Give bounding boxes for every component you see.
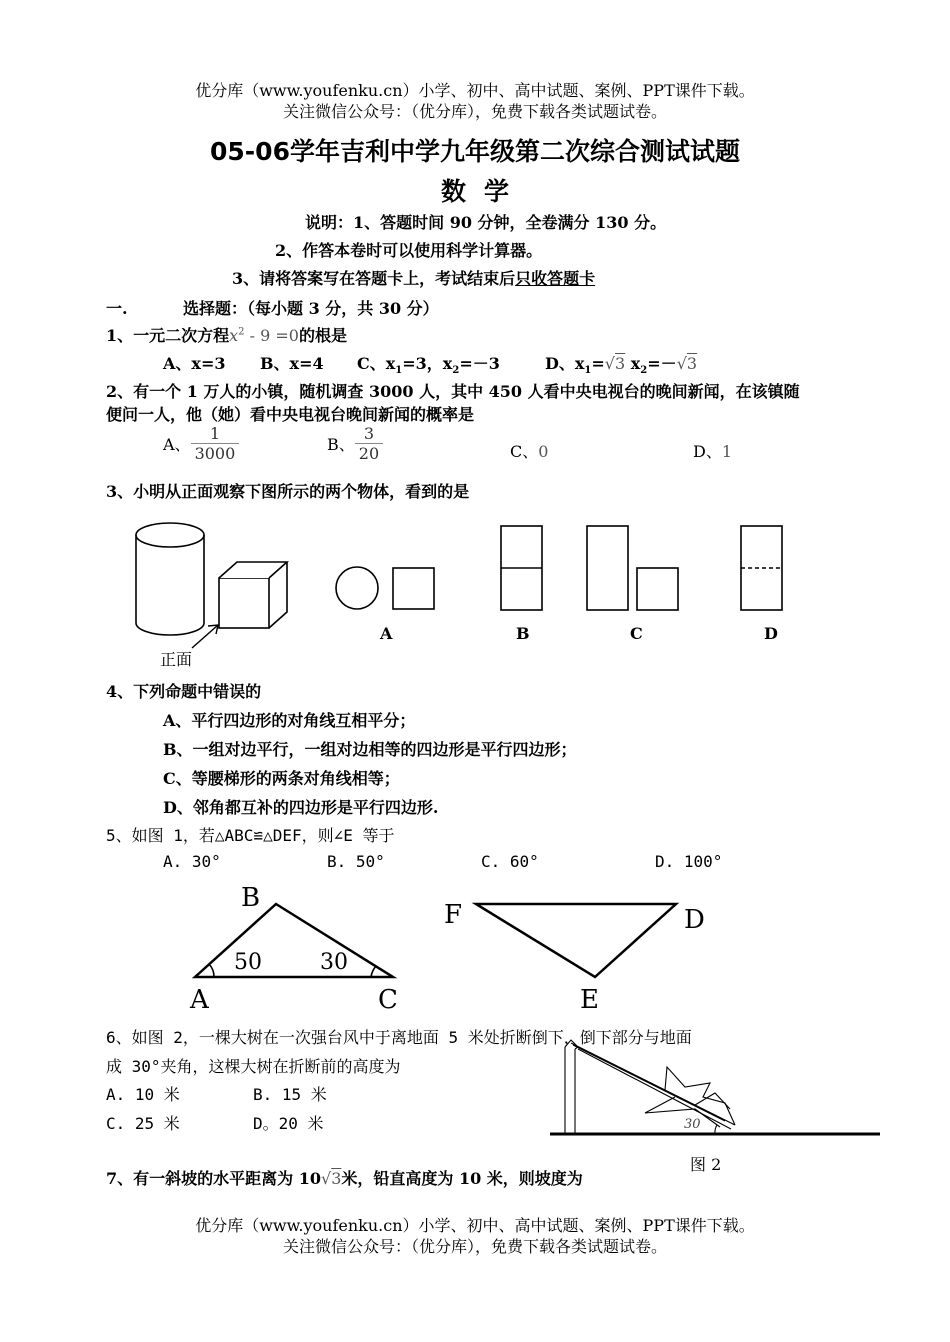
q1-d-sub2: 2 [640,365,648,377]
cylinder-shape [136,523,204,635]
q5-option-c[interactable]: C. 60° [481,852,539,871]
triangle-abc [195,904,393,977]
q5-option-d[interactable]: D. 100° [655,852,723,871]
q7-suffix: 米，铅直高度为 10 米，则坡度为 [341,1169,583,1188]
q1-d-sqrt2: √3 [676,354,698,373]
fig1-label-f: F [444,900,463,930]
q3-option-a-shapes [336,567,434,609]
q1-option-b[interactable]: B、x=4 [260,354,324,373]
q3-front-label: 正面 [160,650,193,669]
footer-line-2: 关注微信公众号：（优分库），免费下载各类试题试卷。 [282,1237,667,1256]
q2-c-val: 0 [538,442,549,461]
q7-prefix: 7、有一斜坡的水平距离为 10 [106,1169,321,1188]
q1-stem-prefix: 1、一元二次方程 [106,326,230,345]
q7-sqrt-val: 3 [331,1169,342,1188]
fig1-label-c: C [378,985,398,1015]
q2-a-label: A、 [163,435,191,454]
q2-option-c[interactable] [510,439,548,462]
fig1-label-e: E [580,985,599,1015]
q4-option-c[interactable]: C、等腰梯形的两条对角线相等； [163,769,400,788]
subject-title: 数学 [440,177,527,206]
q4-option-d[interactable]: D、邻角都互补的四边形是平行四边形. [163,798,439,817]
q1-option-d[interactable] [545,351,697,376]
q2-option-d[interactable] [693,439,732,462]
q2-a-fraction [191,424,240,463]
cube-shape [219,562,287,628]
q4-option-a[interactable]: A、平行四边形的对角线互相平分； [163,711,416,730]
fig2-angle-label: 30 [684,1117,701,1132]
q1-d-eq2: =－ [647,354,677,373]
page-title: 05-06学年吉利中学九年级第二次综合测试试题 [210,137,740,166]
q2-b-fraction [355,424,383,463]
q3-option-a[interactable]: A [380,624,393,643]
instruction-3-underlined: 只收答题卡 [515,269,596,288]
fig1-angle-a: 50 [234,950,262,975]
q3-option-c[interactable]: C [630,624,643,643]
fig1-label-a: A [190,985,209,1015]
q6-option-c[interactable]: C. 25 米 [106,1114,180,1133]
q2-option-b[interactable] [327,424,383,463]
q3-figure [120,505,820,675]
q2-a-num: 1 [209,424,221,443]
q1-c-end: =－3 [459,354,500,373]
q1-stem-suffix: 的根是 [298,326,347,345]
q3-option-d-shapes [741,526,782,610]
q1-c-sub2: 2 [452,365,460,377]
q1-d-prefix: D、x [545,354,585,373]
q1-d-x2: x [625,354,641,373]
q1-eq-x: x [229,326,239,345]
q3-option-d[interactable]: D [764,624,778,643]
q1-c-prefix: C、x [357,354,396,373]
broken-tree [565,1040,735,1134]
fig1-angle-c: 30 [320,950,348,975]
q6-option-d[interactable]: D。20 米 [253,1114,324,1133]
fig1-label-d: D [684,905,705,935]
q2-b-label: B、 [327,435,355,454]
q7-sqrt: √3 [320,1169,342,1188]
triangle-def [476,904,676,977]
instruction-3-prefix: 3、请将答案写在答题卡上，考试结束后 [232,269,516,288]
q1-d-sub1: 1 [584,365,592,377]
q6-stem-line-1: 6、如图 2，一棵大树在一次强台风中于离地面 5 米处折断倒下，倒下部分与地面 [106,1028,692,1047]
q6-option-a[interactable]: A. 10 米 [106,1085,180,1104]
q2-stem-line-1: 2、有一个 1 万人的小镇，随机调查 3000 人，其中 450 人看中央电视台的晚间新闻，在该镇随 [106,382,800,401]
q1-eq-rest: - 9 =0 [244,326,299,345]
q6-option-b[interactable]: B. 15 米 [253,1085,327,1104]
q6-figure [545,1035,885,1145]
q2-b-den: 20 [355,443,383,463]
instruction-1: 说明：1、答题时间 90 分钟，全卷满分 130 分。 [305,213,667,232]
section-title: 选择题：（每小题 3 分，共 30 分） [183,299,439,318]
footer-line-1: 优分库（www.youfenku.cn）小学、初中、高中试题、案例、PPT课件下载。 [195,1216,755,1235]
q1-option-a[interactable]: A、x=3 [163,354,226,373]
q5-option-a[interactable]: A. 30° [163,852,221,871]
q1-option-c[interactable] [357,351,500,376]
fig2-caption: 图 2 [690,1155,722,1174]
header-line-2: 关注微信公众号：（优分库），免费下载各类试题试卷。 [282,102,667,121]
q2-d-val: 1 [721,442,733,461]
q2-c-label: C、 [510,442,539,461]
q2-a-den: 3000 [191,443,240,463]
q2-d-label: D、 [693,442,722,461]
q6-stem-line-2: 成 30°夹角，这棵大树在折断前的高度为 [106,1057,401,1076]
section-label: 一. [106,299,128,318]
header-line-1: 优分库（www.youfenku.cn）小学、初中、高中试题、案例、PPT课件下载。 [195,81,755,100]
q1-c-sub1: 1 [395,365,403,377]
q3-option-b[interactable]: B [516,624,530,643]
q1-eq-exp: 2 [238,326,245,338]
q1-c-mid: =3，x [402,354,453,373]
instruction-3 [232,266,595,289]
q3-option-c-shapes [587,526,678,610]
q2-b-num: 3 [363,424,375,443]
q1-d-sqrt1: √3 [604,354,626,373]
q1-d-sqrt1-val: 3 [615,354,626,373]
q4-stem: 4、下列命题中错误的 [106,682,262,701]
q1-d-eq: = [591,354,605,373]
q5-option-b[interactable]: B. 50° [327,852,385,871]
q2-option-a[interactable] [163,424,239,463]
q4-option-b[interactable]: B、一组对边平行，一组对边相等的四边形是平行四边形； [163,740,577,759]
q5-stem: 5、如图 1，若△ABC≌△DEF，则∠E 等于 [106,826,395,845]
q2-stem-line-2: 便问一人，他（她）看中央电视台晚间新闻的概率是 [106,405,475,424]
q3-option-b-shapes [501,526,542,610]
instruction-2: 2、作答本卷时可以使用科学计算器。 [275,241,543,260]
q3-stem: 3、小明从正面观察下图所示的两个物体，看到的是 [106,482,470,501]
arrow-icon [192,625,218,648]
q7-stem [106,1166,583,1189]
q1-d-sqrt2-val: 3 [686,354,698,373]
q1-stem [106,323,347,346]
fig1-label-b: B [241,883,261,913]
